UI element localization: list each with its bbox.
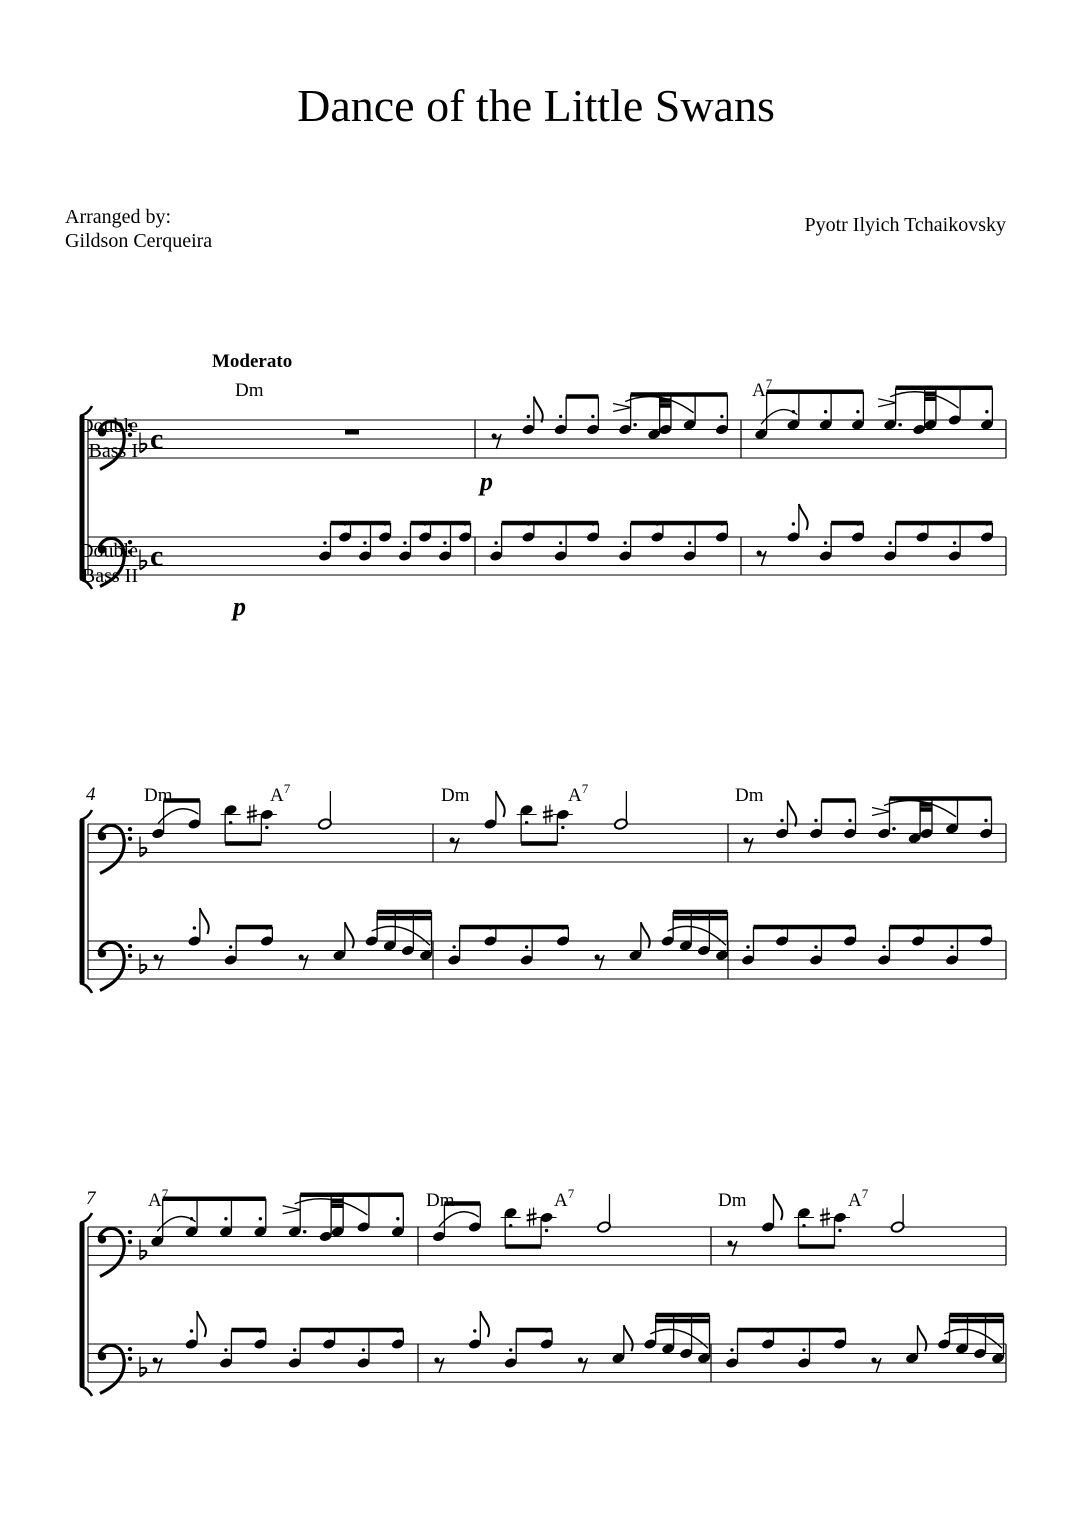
instrument-name-line: Bass I	[88, 440, 138, 462]
sharp-stroke	[820, 1219, 830, 1221]
bracket-hook	[80, 810, 92, 820]
key-signature-flat-icon	[140, 837, 146, 857]
eighth-rest-icon	[743, 837, 753, 853]
staccato-dot	[494, 541, 497, 544]
measure-number: 4	[86, 784, 96, 805]
staccato-dot	[396, 1217, 399, 1220]
sharp-stroke	[543, 816, 553, 818]
staccato-dot	[888, 541, 891, 544]
staccato-dot	[525, 821, 528, 824]
staccato-dot	[224, 1217, 227, 1220]
staccato-dot	[443, 541, 446, 544]
staccato-dot	[363, 541, 366, 544]
bass-clef-icon	[98, 942, 132, 990]
staccato-dot	[224, 1348, 227, 1351]
chord-symbol	[848, 1186, 869, 1211]
instrument-name-line: Double	[79, 540, 138, 562]
bass-clef-icon	[98, 1228, 132, 1276]
chord-root: A	[848, 1190, 862, 1211]
instrument-name-line: Double	[79, 415, 138, 437]
staccato-dot	[824, 541, 827, 544]
composer-credit: Pyotr Ilyich Tchaikovsky	[804, 214, 1006, 236]
chord-symbol	[270, 781, 291, 806]
sharp-icon	[527, 1208, 537, 1227]
clef-dot	[128, 1347, 132, 1351]
staccato-dot	[950, 945, 953, 948]
staccato-dot	[323, 541, 326, 544]
staccato-dot	[802, 1348, 805, 1351]
sharp-stroke	[247, 811, 257, 813]
sharp-stroke	[247, 816, 257, 818]
eighth-flag	[624, 1325, 633, 1351]
clef-head	[98, 1352, 106, 1360]
chord-root: A	[554, 1190, 568, 1211]
eighth-flag	[799, 504, 808, 530]
staccato-dot	[814, 945, 817, 948]
staccato-dot	[882, 945, 885, 948]
sharp-stroke	[820, 1214, 830, 1216]
instrument-name-line: Bass II	[81, 565, 138, 587]
augmentation-dot	[633, 423, 637, 427]
chord-root: A	[270, 785, 284, 806]
staccato-dot	[780, 819, 783, 822]
key-signature-flat-icon	[140, 1240, 146, 1260]
score-title: Dance of the Little Swans	[297, 80, 775, 131]
eighth-flag	[788, 801, 797, 827]
sharp-icon	[247, 805, 257, 824]
slur	[668, 926, 726, 945]
accent-mark	[872, 808, 890, 816]
slur	[372, 926, 430, 945]
staccato-dot	[259, 1217, 262, 1220]
slur	[650, 1329, 708, 1348]
staccato-dot	[509, 1348, 512, 1351]
staccato-dot	[814, 819, 817, 822]
staccato-dot	[953, 541, 956, 544]
bracket-hook	[80, 983, 92, 993]
bracket-hook	[80, 1386, 92, 1396]
clef-dot	[128, 1357, 132, 1361]
sharp-stroke	[527, 1214, 537, 1216]
eighth-flag	[200, 908, 209, 934]
dynamic-marking: p	[480, 467, 493, 496]
staccato-dot	[403, 541, 406, 544]
staccato-dot	[824, 410, 827, 413]
staccato-dot	[190, 1329, 193, 1332]
chord-root: A	[568, 785, 582, 806]
eighth-rest-icon	[154, 954, 164, 970]
key-signature-flat-icon	[140, 550, 146, 570]
common-time-icon: c	[150, 539, 164, 573]
staccato-dot	[688, 541, 691, 544]
clef-dot	[128, 1230, 132, 1234]
eighth-rest-icon	[492, 433, 502, 449]
chord-symbol: Dm	[441, 785, 470, 806]
eighth-flag	[918, 1325, 927, 1351]
chord-extension: 7	[765, 376, 773, 391]
key-signature-flat-icon	[140, 954, 146, 974]
staccato-dot	[559, 415, 562, 418]
staccato-dot	[265, 826, 268, 829]
eighth-rest-icon	[595, 954, 605, 970]
chord-root: A	[752, 380, 766, 401]
clef-dot	[128, 837, 132, 841]
staccato-dot	[792, 522, 795, 525]
system-bracket	[80, 810, 92, 993]
chord-symbol	[752, 376, 773, 401]
key-signature-flat-icon	[140, 433, 146, 453]
staccato-dot	[984, 819, 987, 822]
staccato-dot	[193, 926, 196, 929]
arranger-label: Arranged by:	[65, 206, 172, 228]
eighth-flag	[480, 1311, 489, 1337]
eighth-flag	[345, 922, 354, 948]
clef-head	[98, 949, 106, 957]
tempo-marking: Moderato	[212, 351, 293, 372]
clef-dot	[128, 954, 132, 958]
chord-symbol	[568, 781, 589, 806]
staccato-dot	[720, 415, 723, 418]
staccato-dot	[527, 415, 530, 418]
staccato-dot	[473, 1329, 476, 1332]
staccato-dot	[362, 1348, 365, 1351]
staccato-dot	[509, 1224, 512, 1227]
chord-root: A	[148, 1190, 162, 1211]
chord-extension: 7	[161, 1186, 169, 1201]
augmentation-dot	[898, 423, 902, 427]
accent-mark	[283, 1206, 301, 1214]
augmentation-dot	[303, 1230, 307, 1234]
arranger-name: Gildson Cerqueira	[65, 230, 213, 252]
sharp-stroke	[543, 811, 553, 813]
staccato-dot	[561, 826, 564, 829]
eighth-rest-icon	[727, 1240, 737, 1256]
staccato-dot	[229, 945, 232, 948]
staccato-dot	[293, 1348, 296, 1351]
staccato-dot	[730, 1348, 733, 1351]
dynamic-marking: p	[233, 592, 246, 621]
eighth-flag	[641, 922, 650, 948]
staccato-dot	[545, 1229, 548, 1232]
eighth-rest-icon	[153, 1357, 163, 1373]
staccato-dot	[623, 541, 626, 544]
sharp-icon	[820, 1208, 830, 1227]
eighth-flag	[197, 1311, 206, 1337]
bass-clef-icon	[98, 825, 132, 873]
eighth-flag	[496, 791, 505, 817]
chord-symbol: Dm	[718, 1190, 747, 1211]
staccato-dot	[856, 410, 859, 413]
eighth-rest-icon	[757, 550, 767, 566]
staccato-dot	[746, 945, 749, 948]
eighth-rest-icon	[450, 837, 460, 853]
bracket-hook	[80, 1213, 92, 1223]
clef-head	[98, 1235, 106, 1243]
staccato-dot	[229, 821, 232, 824]
clef-dot	[128, 944, 132, 948]
chord-symbol: Dm	[426, 1190, 455, 1211]
chord-symbol: Dm	[735, 785, 764, 806]
chord-extension: 7	[861, 1186, 869, 1201]
staccato-dot	[559, 541, 562, 544]
eighth-flag	[774, 1194, 783, 1220]
common-time-icon: c	[150, 422, 164, 456]
staccato-dot	[452, 945, 455, 948]
whole-rest-icon	[345, 430, 359, 435]
eighth-flag	[534, 397, 543, 423]
chord-extension: 7	[283, 781, 291, 796]
augmentation-dot	[892, 827, 896, 831]
staccato-dot	[525, 945, 528, 948]
slur	[944, 1329, 1002, 1348]
bass-clef-icon	[98, 1345, 132, 1393]
staccato-dot	[985, 410, 988, 413]
eighth-rest-icon	[871, 1357, 881, 1373]
chord-symbol	[554, 1186, 575, 1211]
staccato-dot	[591, 415, 594, 418]
sharp-stroke	[527, 1219, 537, 1221]
key-signature-flat-icon	[140, 1357, 146, 1377]
sharp-icon	[543, 805, 553, 824]
chord-extension: 7	[581, 781, 589, 796]
accent-mark	[613, 404, 631, 412]
staccato-dot	[838, 1229, 841, 1232]
eighth-rest-icon	[434, 1357, 444, 1373]
clef-dot	[128, 1240, 132, 1244]
staccato-dot	[848, 819, 851, 822]
system-bracket	[80, 1213, 92, 1396]
clef-dot	[128, 827, 132, 831]
clef-head	[98, 832, 106, 840]
eighth-rest-icon	[578, 1357, 588, 1373]
eighth-rest-icon	[299, 954, 309, 970]
measure-number: 7	[86, 1188, 96, 1209]
chord-extension: 7	[567, 1186, 575, 1201]
chord-symbol: Dm	[144, 785, 173, 806]
staccato-dot	[802, 1224, 805, 1227]
chord-symbol: Dm	[235, 380, 264, 401]
accent-mark	[878, 399, 896, 407]
